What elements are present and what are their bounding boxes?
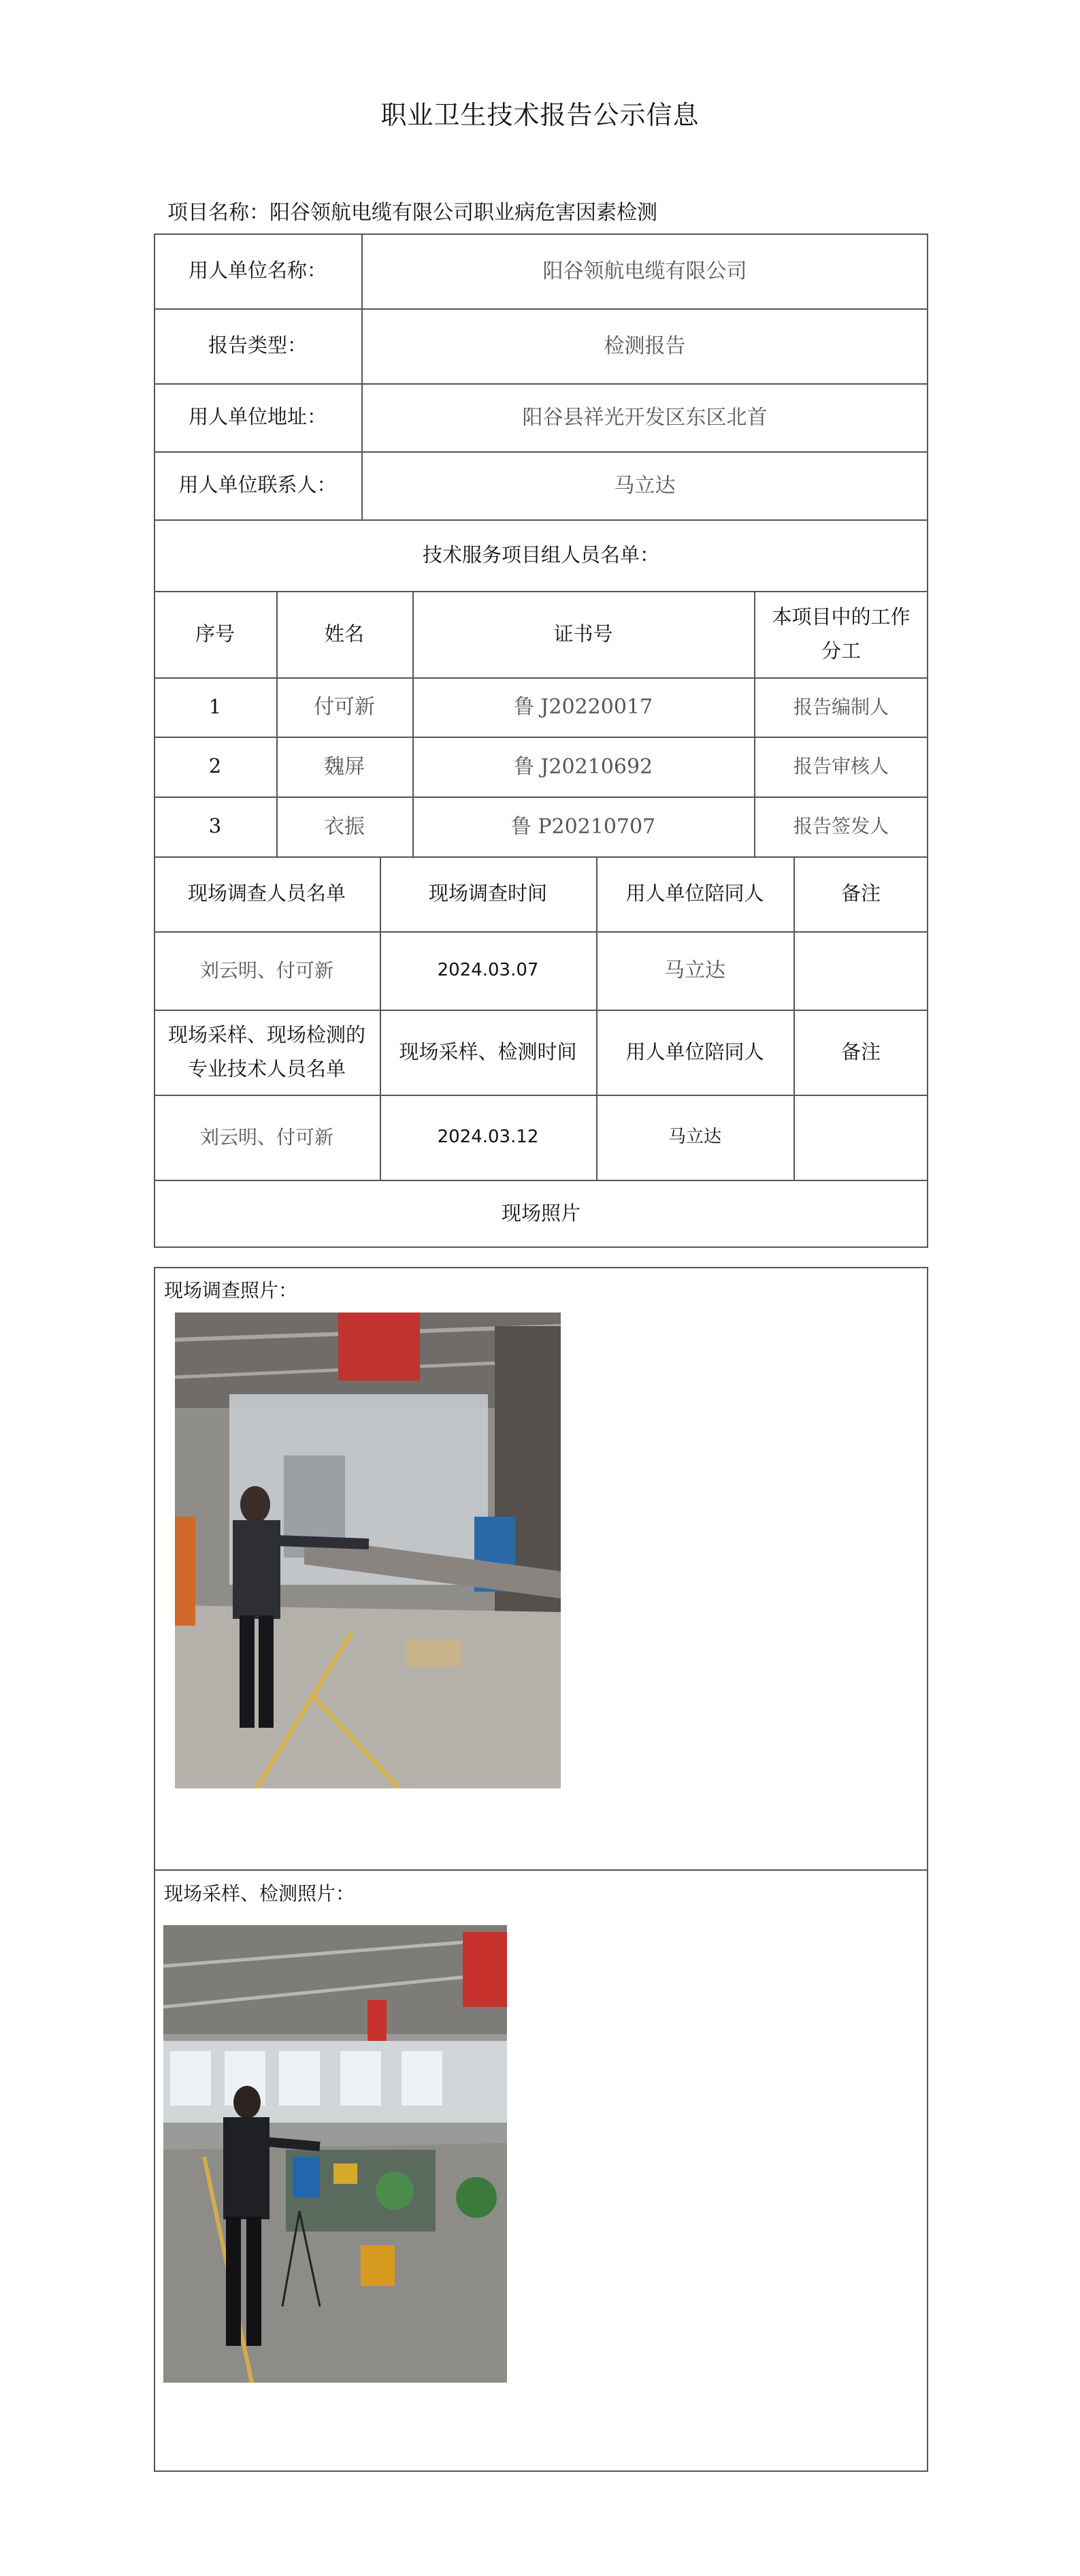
sampling-staff: 刘云明、付可新 — [199, 1125, 333, 1148]
team-row-1-no: 1 — [208, 694, 222, 718]
team-header-role: 本项目中的工作分工 — [772, 605, 911, 662]
sampling-time: 2024.03.12 — [437, 1127, 539, 1148]
survey-photo-label: 现场调查照片： — [164, 1279, 298, 1302]
team-row-1-role: 报告编制人 — [793, 695, 889, 718]
sampling-header-note: 备注 — [840, 1040, 881, 1063]
page-title: 职业卫生技术报告公示信息 — [380, 100, 700, 130]
team-row-2-role: 报告审核人 — [793, 755, 889, 778]
survey-staff: 刘云明、付可新 — [199, 959, 333, 982]
project-value: 阳谷领航电缆有限公司职业病危害因素检测 — [269, 201, 657, 225]
info-label-report-type: 报告类型： — [208, 334, 307, 357]
team-row-2-name: 魏屏 — [324, 754, 365, 779]
team-heading: 技术服务项目组人员名单： — [422, 543, 659, 566]
project-label: 项目名称： — [167, 201, 269, 225]
survey-escort: 马立达 — [664, 959, 725, 982]
info-value-unit-name: 阳谷领航电缆有限公司 — [542, 259, 747, 283]
sampling-header-escort: 用人单位陪同人 — [625, 1040, 764, 1063]
survey-photo — [175, 1313, 561, 1788]
sampling-header-time: 现场采样、检测时间 — [399, 1040, 577, 1063]
survey-header-note: 备注 — [840, 882, 881, 905]
team-row-3-no: 3 — [208, 814, 222, 838]
sampling-note — [793, 1095, 928, 1180]
info-label-address: 用人单位地址： — [188, 405, 327, 429]
info-value-address: 阳谷县祥光开发区东区北首 — [522, 405, 768, 430]
project-name — [167, 195, 657, 225]
sampling-photo — [163, 1925, 507, 2383]
team-row-2-cert: 鲁 J20210692 — [513, 754, 653, 779]
info-value-contact: 马立达 — [614, 473, 676, 498]
team-header-no: 序号 — [195, 622, 235, 645]
team-row-3-name: 衣振 — [324, 814, 365, 839]
survey-note — [793, 931, 928, 1010]
team-row-3-cert: 鲁 P20210707 — [510, 814, 656, 839]
survey-header-time: 现场调查时间 — [428, 882, 547, 905]
sampling-header-staff: 现场采样、现场检测的专业技术人员名单 — [167, 1023, 365, 1080]
info-label-unit-name: 用人单位名称： — [188, 259, 327, 283]
team-header-name: 姓名 — [324, 622, 364, 645]
survey-time: 2024.03.07 — [437, 960, 539, 981]
team-row-1-name: 付可新 — [314, 695, 375, 719]
survey-header-staff: 现场调查人员名单 — [187, 882, 346, 905]
info-value-report-type: 检测报告 — [604, 334, 686, 358]
team-row-2-no: 2 — [208, 754, 222, 778]
team-header-cert: 证书号 — [553, 622, 613, 645]
photos-heading: 现场照片 — [501, 1202, 580, 1225]
team-row-1-cert: 鲁 J20220017 — [513, 695, 653, 719]
team-row-3-role: 报告签发人 — [793, 815, 889, 838]
info-label-contact: 用人单位联系人： — [178, 473, 337, 497]
sampling-photo-label: 现场采样、检测照片： — [164, 1882, 355, 1905]
sampling-escort: 马立达 — [668, 1127, 721, 1148]
survey-header-escort: 用人单位陪同人 — [625, 882, 764, 905]
